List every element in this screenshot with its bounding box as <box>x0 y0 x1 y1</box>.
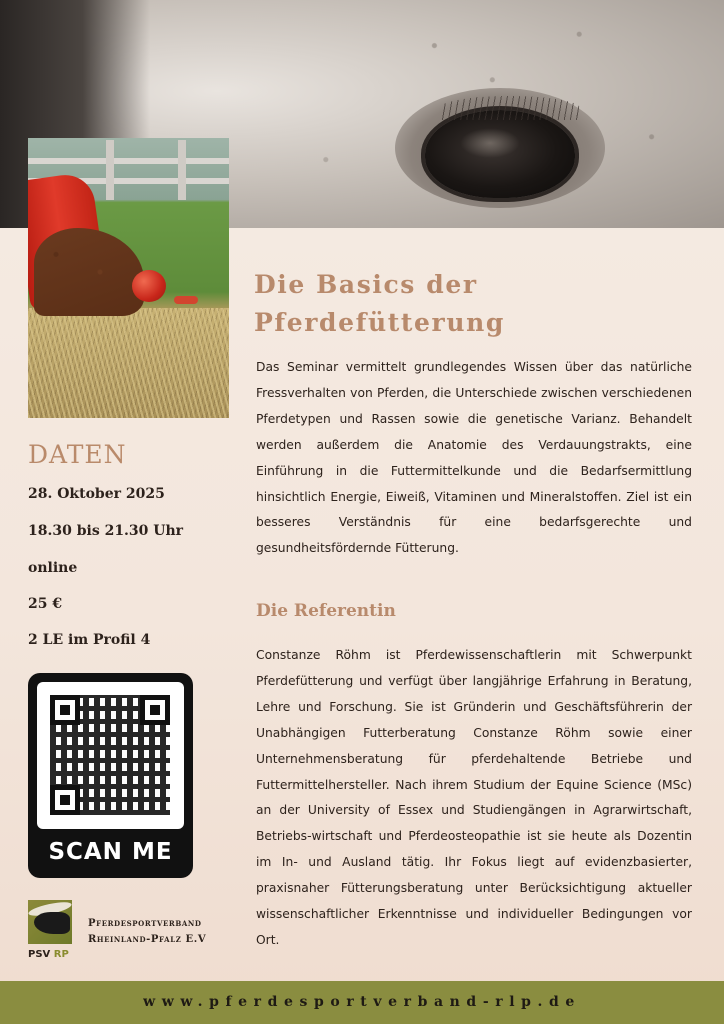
fence-post <box>178 140 186 200</box>
event-credits: 2 LE im Profil 4 <box>28 632 151 648</box>
footer-bar <box>0 981 724 1024</box>
apple <box>132 270 166 302</box>
logo-name-line2: Rheinland-Pfalz E.V <box>88 934 207 945</box>
event-price: 25 € <box>28 596 63 612</box>
logo-horse-head <box>34 912 70 934</box>
speaker-paragraph: Constanze Röhm ist Pferdewissenschaftlerin mit Schwerpunkt Pferdefütterung und verfügt über langjährige Erfahrung in Beratung, Lehre und Forschung. Sie ist Gründerin und Geschäftsführerin der Unabhängigen Futterberatung Constanze Röhm sowie einer Unternehmensberatung für pferdehaltende Betriebe und Futtermittelhersteller. Nach ihrem Studium der Equine Science (MSc) an der University of Essex und Studiengängen in Agrarwirtschaft, Betriebs-wirtschaft und Pferdeosteopathie ist sie heute als Dozentin im In- und Ausland tätig. Ihr Fokus liegt auf evidenzbasierter, praxisnaher Fütterungsberatung unter Berücksichtigung aktueller wissenschaftlicher Erkenntnisse und individueller Bedingungen vor Ort. <box>256 648 692 947</box>
fence-post <box>106 140 114 200</box>
logo-abbr-rp: RP <box>53 949 69 960</box>
eye-lashes <box>440 96 580 120</box>
intro-paragraph: Das Seminar vermittelt grundlegendes Wissen über das natürliche Fressverhalten von Pferden, die Unterschiede zwischen verschiedenen Pferdetypen und Rassen sowie die genetische Varianz. Behandelt werden außerdem die Anatomie des Verdauungstrakts, eine Einführung in die Futtermittelkunde und die Bedarfsermittlung hinsichtlich Energie, Eiweiß, Vitaminen und Mineralstoffen. Ziel ist ein besseres Verständnis für eine bedarfsgerechte und gesundheitsfördernde Fütterung. <box>256 360 692 556</box>
page-title <box>254 266 694 342</box>
logo-abbr-psv: PSV <box>28 949 51 960</box>
event-format: online <box>28 560 78 576</box>
logo-abbreviation <box>28 949 69 960</box>
apple-slice <box>174 296 198 304</box>
speaker-heading: Die Referentin <box>256 601 396 621</box>
website-link[interactable]: www.pferdesportverband-rlp.de <box>143 994 581 1010</box>
hay-bale <box>28 308 229 418</box>
eye-reflection <box>460 128 520 158</box>
event-date: 28. Oktober 2025 <box>28 486 165 502</box>
details-heading: DATEN <box>28 440 127 469</box>
qr-finder-icon <box>140 695 170 725</box>
qr-code-block[interactable] <box>28 673 193 878</box>
event-time: 18.30 bis 21.30 Uhr <box>28 523 184 539</box>
psv-logo-icon <box>28 900 72 944</box>
feed-pellets <box>34 228 144 316</box>
title-line-1: Die Basics der <box>254 270 478 299</box>
qr-finder-icon <box>50 785 80 815</box>
scan-me-label: SCAN ME <box>48 839 173 865</box>
qr-finder-icon <box>50 695 80 725</box>
feed-photo <box>28 138 229 418</box>
logo-name-line1: Pferdesportverband <box>88 918 202 929</box>
title-line-2: Pferdefütterung <box>254 308 505 337</box>
